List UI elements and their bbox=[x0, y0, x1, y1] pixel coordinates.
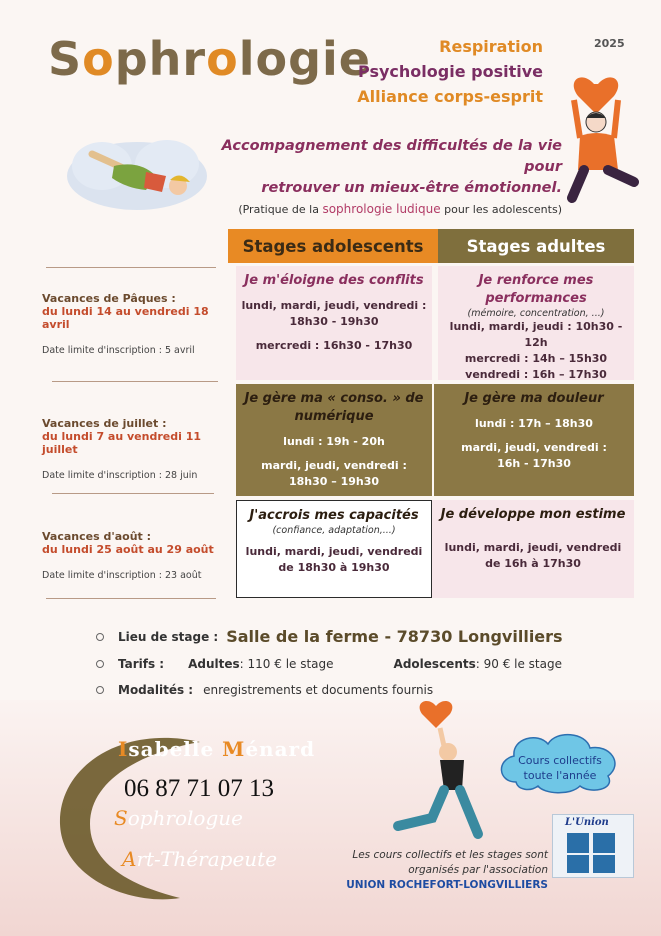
info-lieu: Lieu de stage : Salle de la ferme - 78730 Longvilliers bbox=[96, 627, 563, 646]
vacances-juillet: Vacances de juillet : du lundi 7 au vendredi 11 juillet Date limite d'inscription : 28 juin bbox=[42, 417, 202, 481]
header-stages-adultes: Stages adultes bbox=[438, 229, 634, 263]
bullet-icon bbox=[96, 660, 104, 668]
person-heart-illustration bbox=[562, 70, 652, 210]
cell-numerique: Je gère ma « conso. » de numérique lundi : 19h - 20h mardi, jeudi, vendredi : 18h30 – 19h30 bbox=[236, 384, 432, 496]
contact-name: Isabelle Ménard bbox=[118, 737, 316, 761]
cell-conflits: Je m'éloigne des conflits lundi, mardi, jeudi, vendredi : 18h30 - 19h30 mercredi : 16h30 - 17h30 bbox=[236, 266, 432, 380]
cell-performances: Je renforce mes performances (mémoire, concentration, ...) lundi, mardi, jeudi : 10h30 - 12h mercredi : 14h – 15h30 vendredi : 16h – 17h30 bbox=[438, 266, 634, 380]
role-art-therapeute: Art-Thérapeute bbox=[122, 847, 278, 871]
header-stages-ado: Stages adolescents bbox=[228, 229, 438, 263]
divider bbox=[52, 493, 214, 494]
keyword-alliance: Alliance corps-esprit bbox=[357, 87, 543, 106]
vacances-aout: Vacances d'août : du lundi 25 août au 29 août Date limite d'inscription : 23 août bbox=[42, 530, 214, 581]
year-label: 2025 bbox=[594, 37, 625, 50]
association-note: Les cours collectifs et les stages sont organisés par l'association UNION ROCHEFORT-LONGVILLIERS bbox=[346, 849, 548, 891]
info-modalites: Modalités : enregistrements et documents fournis bbox=[96, 683, 433, 697]
bullet-icon bbox=[96, 686, 104, 694]
bullet-icon bbox=[96, 633, 104, 641]
role-sophrologue: Sophrologue bbox=[114, 806, 243, 830]
cloud-text: Cours collectifs toute l'année bbox=[518, 754, 602, 782]
intro-text: Accompagnement des difficultés de la vie pour retrouver un mieux-être émotionnel. bbox=[221, 138, 562, 196]
association-logo: L'Union bbox=[552, 814, 634, 878]
info-tarifs: Tarifs : Adultes : 110 € le stage Adolescents : 90 € le stage bbox=[96, 657, 562, 671]
yoga-woman-illustration bbox=[378, 694, 498, 844]
vacances-paques: Vacances de Pâques : du lundi 14 au vendredi 18 avril Date limite d'inscription : 5 avril bbox=[42, 292, 209, 356]
page-title: Sophrologie bbox=[48, 32, 371, 86]
cell-capacites: J'accrois mes capacités (confiance, adaptation,...) lundi, mardi, jeudi, vendredi de 18h30 à 19h30 bbox=[236, 500, 432, 598]
keyword-psychologie: Psychologie positive bbox=[358, 62, 543, 81]
divider bbox=[46, 267, 216, 268]
divider bbox=[46, 598, 216, 599]
keyword-respiration: Respiration bbox=[439, 37, 543, 56]
divider bbox=[52, 381, 218, 382]
cell-estime: Je développe mon estime lundi, mardi, jeudi, vendredi de 16h à 17h30 bbox=[432, 500, 634, 598]
pratique-note: (Pratique de la sophrologie ludique pour les adolescents) bbox=[238, 202, 562, 216]
cloud-relax-illustration bbox=[62, 126, 212, 218]
cell-douleur: Je gère ma douleur lundi : 17h – 18h30 mardi, jeudi, vendredi : 16h - 17h30 bbox=[434, 384, 634, 496]
contact-phone[interactable]: 06 87 71 07 13 bbox=[124, 775, 274, 802]
